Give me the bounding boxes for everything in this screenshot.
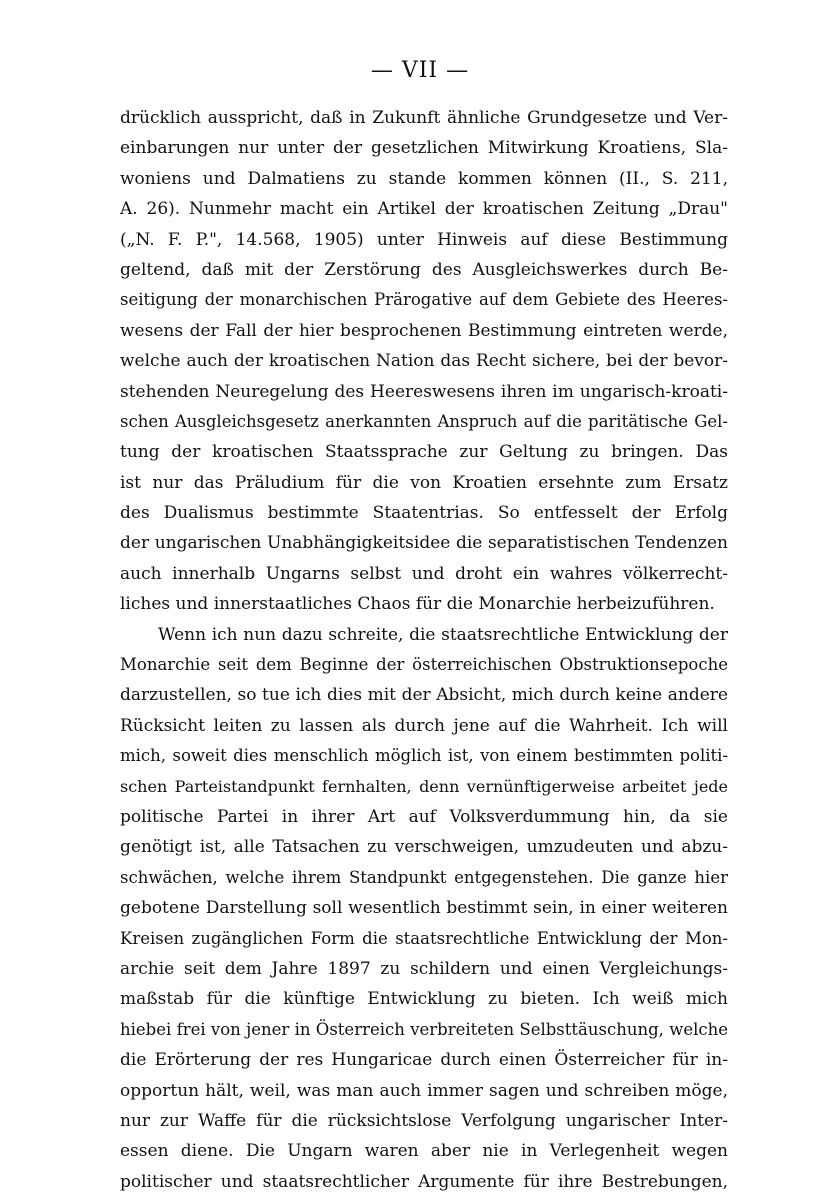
text-line: die Erörterung der res Hungaricae durch einen Österreicher für in- xyxy=(120,1050,728,1071)
text-line: schwächen, welche ihrem Standpunkt entgegenstehen. Die ganze hier xyxy=(120,867,728,887)
text-line: drücklich ausspricht, daß in Zukunft ähnliche Grundgesetze und Ver- xyxy=(120,108,728,128)
text-line: („N. F. P.", 14.568, 1905) unter Hinweis auf diese Bestimmung xyxy=(120,229,728,250)
text-line: politischer und staatsrechtlicher Argumente für ihre Bestrebungen, xyxy=(120,1171,728,1192)
text-line: einbarungen nur unter der gesetzlichen Mitwirkung Kroatiens, Sla- xyxy=(120,138,728,159)
text-line: ist nur das Präludium für die von Kroatien ersehnte zum Ersatz xyxy=(120,472,728,493)
text-line: liches und innerstaatliches Chaos für die Monarchie herbeizuführen. xyxy=(120,594,715,615)
text-line: geltend, daß mit der Zerstörung des Ausgleichswerkes durch Be- xyxy=(120,259,728,280)
text-line: des Dualismus bestimmte Staatentrias. So entfesselt der Erfolg xyxy=(120,503,728,524)
text-line: gebotene Darstellung soll wesentlich bestimmt sein, in einer weiteren xyxy=(120,898,728,919)
text-line: woniens und Dalmatiens zu stande kommen können (II., S. 211, xyxy=(120,168,728,189)
page-number: — VII — xyxy=(370,58,470,83)
text-line: tung der kroatischen Staatssprache zur Geltung zu bringen. Das xyxy=(120,442,728,463)
text-line: politische Partei in ihrer Art auf Volksverdummung hin, da sie xyxy=(120,806,728,827)
text-line: mich, soweit dies menschlich möglich ist, von einem bestimmten politi- xyxy=(120,746,728,766)
text-line: hiebei frei von jener in Österreich verbreiteten Selbsttäuschung, welche xyxy=(120,1019,728,1039)
text-line: Rücksicht leiten zu lassen als durch jene auf die Wahrheit. Ich will xyxy=(120,715,728,736)
text-line: schen Parteistandpunkt fernhalten, denn vernünftigerweise arbeitet jede xyxy=(120,776,728,796)
text-line: A. 26). Nunmehr macht ein Artikel der kroatischen Zeitung „Drau" xyxy=(120,199,728,220)
text-line: essen diene. Die Ungarn waren aber nie in Verlegenheit wegen xyxy=(120,1141,728,1162)
body-text xyxy=(120,103,728,1197)
text-line: stehenden Neuregelung des Heereswesens ihren im ungarisch-kroati- xyxy=(120,381,728,402)
text-line: Wenn ich nun dazu schreite, die staatsrechtliche Entwicklung der xyxy=(158,624,728,645)
text-line: schen Ausgleichsgesetz anerkannten Anspruch auf die paritätische Gel- xyxy=(120,411,728,431)
text-line: nur zur Waffe für die rücksichtslose Verfolgung ungarischer Inter- xyxy=(120,1110,728,1131)
text-line: Kreisen zugänglichen Form die staatsrechtliche Entwicklung der Mon- xyxy=(120,928,728,948)
text-line: welche auch der kroatischen Nation das Recht sichere, bei der bevor- xyxy=(120,351,728,372)
text-line: maßstab für die künftige Entwicklung zu bieten. Ich weiß mich xyxy=(120,989,728,1010)
text-line: seitigung der monarchischen Prärogative auf dem Gebiete des Heeres- xyxy=(120,290,728,310)
text-line: Monarchie seit dem Beginne der österreichischen Obstruktionsepoche xyxy=(120,655,728,675)
text-line: der ungarischen Unabhängigkeitsidee die separatistischen Tendenzen xyxy=(120,533,728,554)
text-line: archie seit dem Jahre 1897 zu schildern und einen Vergleichungs- xyxy=(120,958,728,979)
text-line: genötigt ist, alle Tatsachen zu verschweigen, umzudeuten und abzu- xyxy=(120,837,728,858)
text-line: darzustellen, so tue ich dies mit der Absicht, mich durch keine andere xyxy=(120,685,728,706)
text-line: wesens der Fall der hier besprochenen Bestimmung eintreten werde, xyxy=(120,320,728,341)
text-line: opportun hält, weil, was man auch immer sagen und schreiben möge, xyxy=(120,1080,728,1101)
text-line: auch innerhalb Ungarns selbst und droht ein wahres völkerrecht- xyxy=(120,563,728,584)
